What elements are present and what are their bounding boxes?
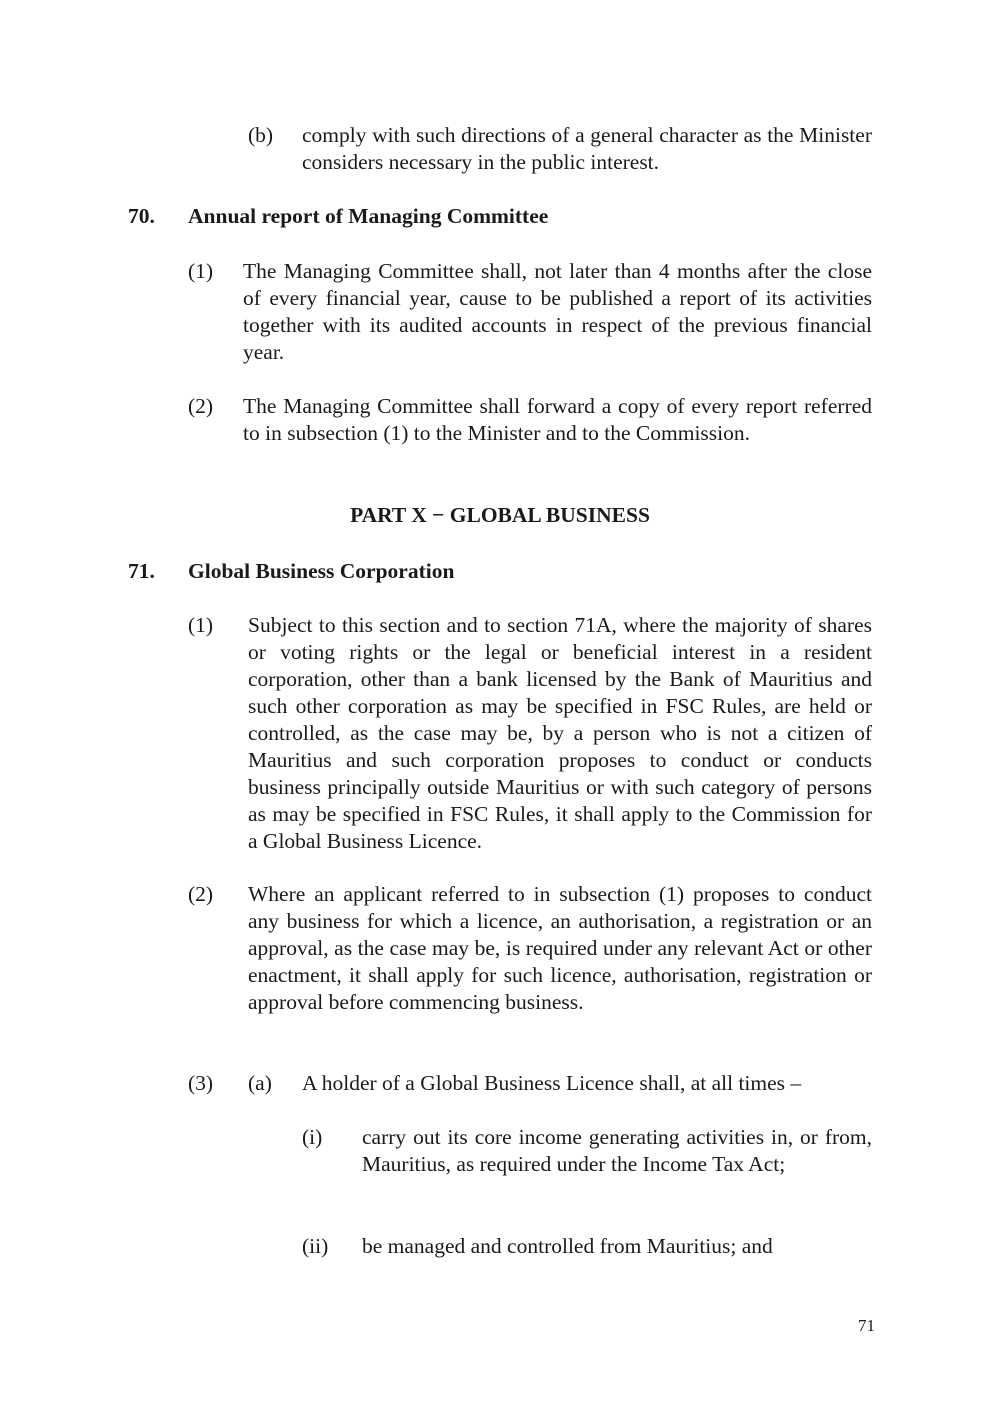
section-71-item-ii-label: (ii) (302, 1234, 329, 1258)
section-71-sub3-para-a-text: A holder of a Global Business Licence shall, at all times – (302, 1071, 802, 1095)
section-71-sub2-label: (2) (188, 882, 214, 906)
section-70-number: 70. (128, 204, 155, 228)
section-71-sub3-para-a-label: (a) (248, 1071, 272, 1095)
section-71-sub3-label: (3) (188, 1071, 214, 1095)
section-70-sub1-label: (1) (188, 259, 214, 283)
section-70-title: Annual report of Managing Committee (188, 204, 549, 228)
section-70-sub2-text: The Managing Committee shall forward a copy of every report referred to in subsection (1) to the Minister and to the Commission. (243, 394, 872, 445)
section-71-title: Global Business Corporation (188, 559, 455, 583)
item-text-b: comply with such directions of a general character as the Minister considers necessary in the public interest. (302, 123, 872, 174)
item-label-b: (b) (248, 123, 274, 147)
section-71-item-i-text: carry out its core income generating activities in, or from, Mauritius, as required under the Income Tax Act; (362, 1125, 872, 1176)
section-71-sub1-label: (1) (188, 613, 214, 637)
part-title: PART X − GLOBAL BUSINESS (350, 503, 650, 527)
section-71-item-i-label: (i) (302, 1125, 323, 1149)
section-71-item-ii-text: be managed and controlled from Mauritius; and (362, 1234, 773, 1258)
page-number: 71 (858, 1316, 875, 1335)
section-71-sub1-text: Subject to this section and to section 71A, where the majority of shares or voting rights or the legal or beneficial interest in a resident corporation, other than a bank licensed by the Bank of Mauritius and such other corporation as may be specified in FSC Rules, are held or controlled, as the case may be, by a person who is not a citizen of Mauritius and such corporation proposes to conduct or conducts business principally outside Mauritius or with such category of persons as may be specified in FSC Rules, it shall apply to the Commission for a Global Business Licence. (248, 613, 872, 853)
section-71-sub2-text: Where an applicant referred to in subsection (1) proposes to conduct any business for which a licence, an authorisation, a registration or an approval, as the case may be, is required under any relevant Act or other enactment, it shall apply for such licence, authorisation, registration or approval before commencing business. (248, 882, 872, 1014)
section-71-number: 71. (128, 559, 155, 583)
section-70-sub1-text: The Managing Committee shall, not later than 4 months after the close of every financial year, cause to be published a report of its activities together with its audited accounts in respect of the previous financial year. (243, 259, 872, 364)
section-70-sub2-label: (2) (188, 394, 214, 418)
